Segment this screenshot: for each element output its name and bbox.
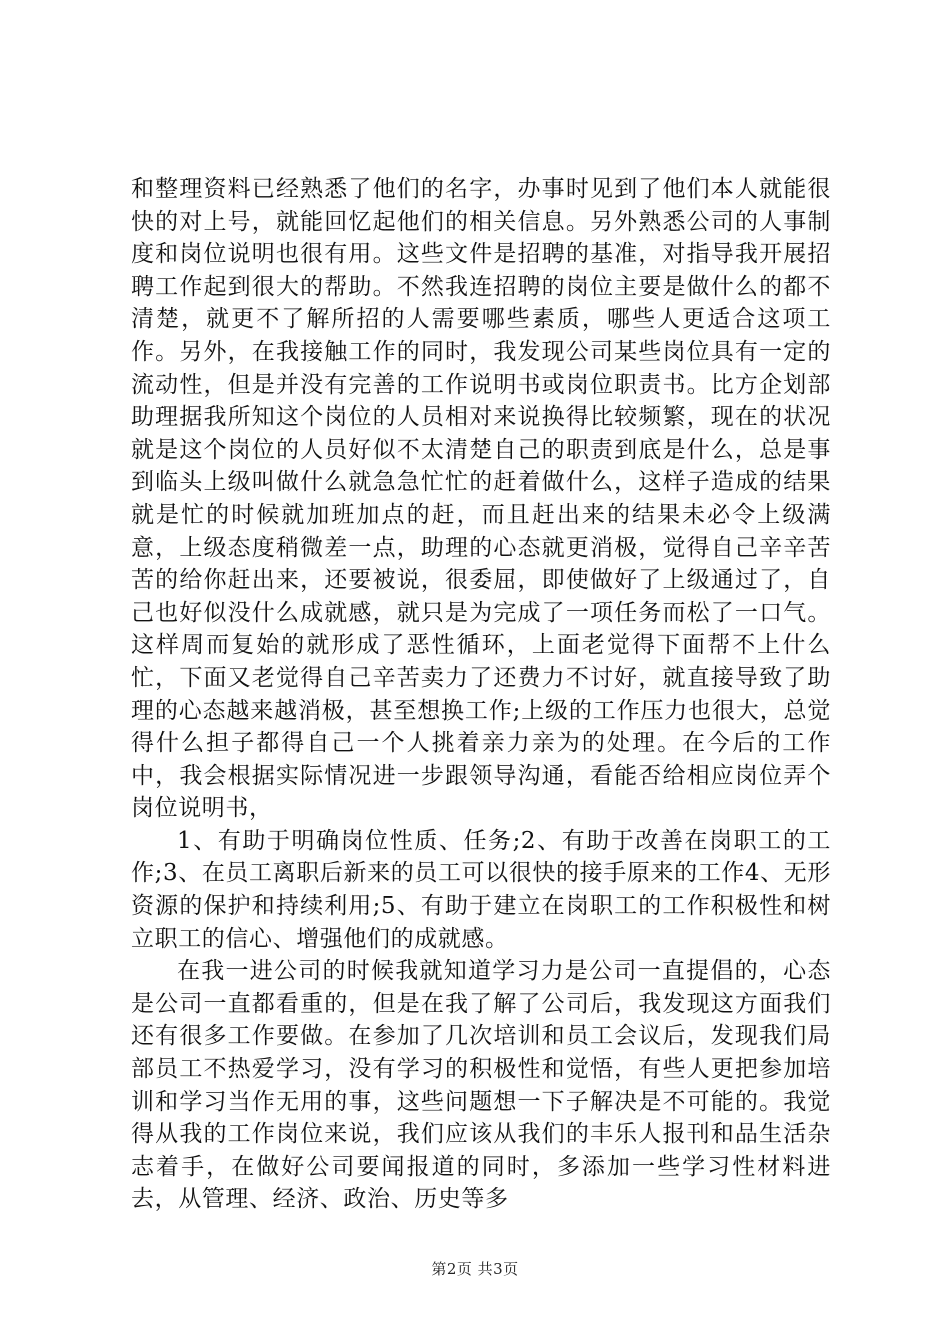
page-footer: 第2页 共3页 — [431, 1260, 519, 1278]
paragraph-3: 在我一进公司的时候我就知道学习力是公司一直提倡的，心态是公司一直都看重的，但是在我了解了公司后，我发现这方面我们还有很多工作要做。在参加了几次培训和员工会议后，发现我们局部员工不热爱学习，没有学习的积极性和觉悟，有些人更把参加培训和学习当作无用的事，这些问题想一下子解决是不可能的。我觉得从我的工作岗位来说，我们应该从我们的丰乐人报刊和品生活杂志着手，在做好公司要闻报道的同时，多添加一些学习性材料进去，从管理、经济、政治、历史等多 — [131, 958, 831, 1213]
paragraph-1: 和整理资料已经熟悉了他们的名字，办事时见到了他们本人就能很快的对上号，就能回忆起他们的相关信息。另外熟悉公司的人事制度和岗位说明也很有用。这些文件是招聘的基准，对指导我开展招聘工作起到很大的帮助。不然我连招聘的岗位主要是做什么的都不清楚，就更不了解所招的人需要哪些素质，哪些人更适合这项工作。另外，在我接触工作的同时，我发现公司某些岗位具有一定的流动性，但是并没有完善的工作说明书或岗位职责书。比方企划部助理据我所知这个岗位的人员相对来说换得比较频繁，现在的状况就是这个岗位的人员好似不太清楚自己的职责到底是什么，总是事到临头上级叫做什么就急急忙忙的赶着做什么，这样子造成的结果就是忙的时候就加班加点的赶，而且赶出来的结果未必令上级满意，上级态度稍微差一点，助理的心态就更消极，觉得自己辛辛苦苦的给你赶出来，还要被说，很委屈，即使做好了上级通过了，自己也好似没什么成就感，就只是为完成了一项任务而松了一口气。这样周而复始的就形成了恶性循环，上面老觉得下面帮不上什么忙，下面又老觉得自己辛苦卖力了还费力不讨好，就直接导致了助理的心态越来越消极，甚至想换工作;上级的工作压力也很大，总觉得什么担子都得自己一个人挑着亲力亲为的处理。在今后的工作中，我会根据实际情况进一步跟领导沟通，看能否给相应岗位弄个岗位说明书， — [131, 176, 831, 822]
paragraph-2: 1、有助于明确岗位性质、任务;2、有助于改善在岗职工的工作;3、在员工离职后新来的员工可以很快的接手原来的工作4、无形资源的保护和持续利用;5、有助于建立在岗职工的工作积极性和树立职工的信心、增强他们的成就感。 — [131, 827, 831, 952]
document-body — [131, 173, 831, 1216]
